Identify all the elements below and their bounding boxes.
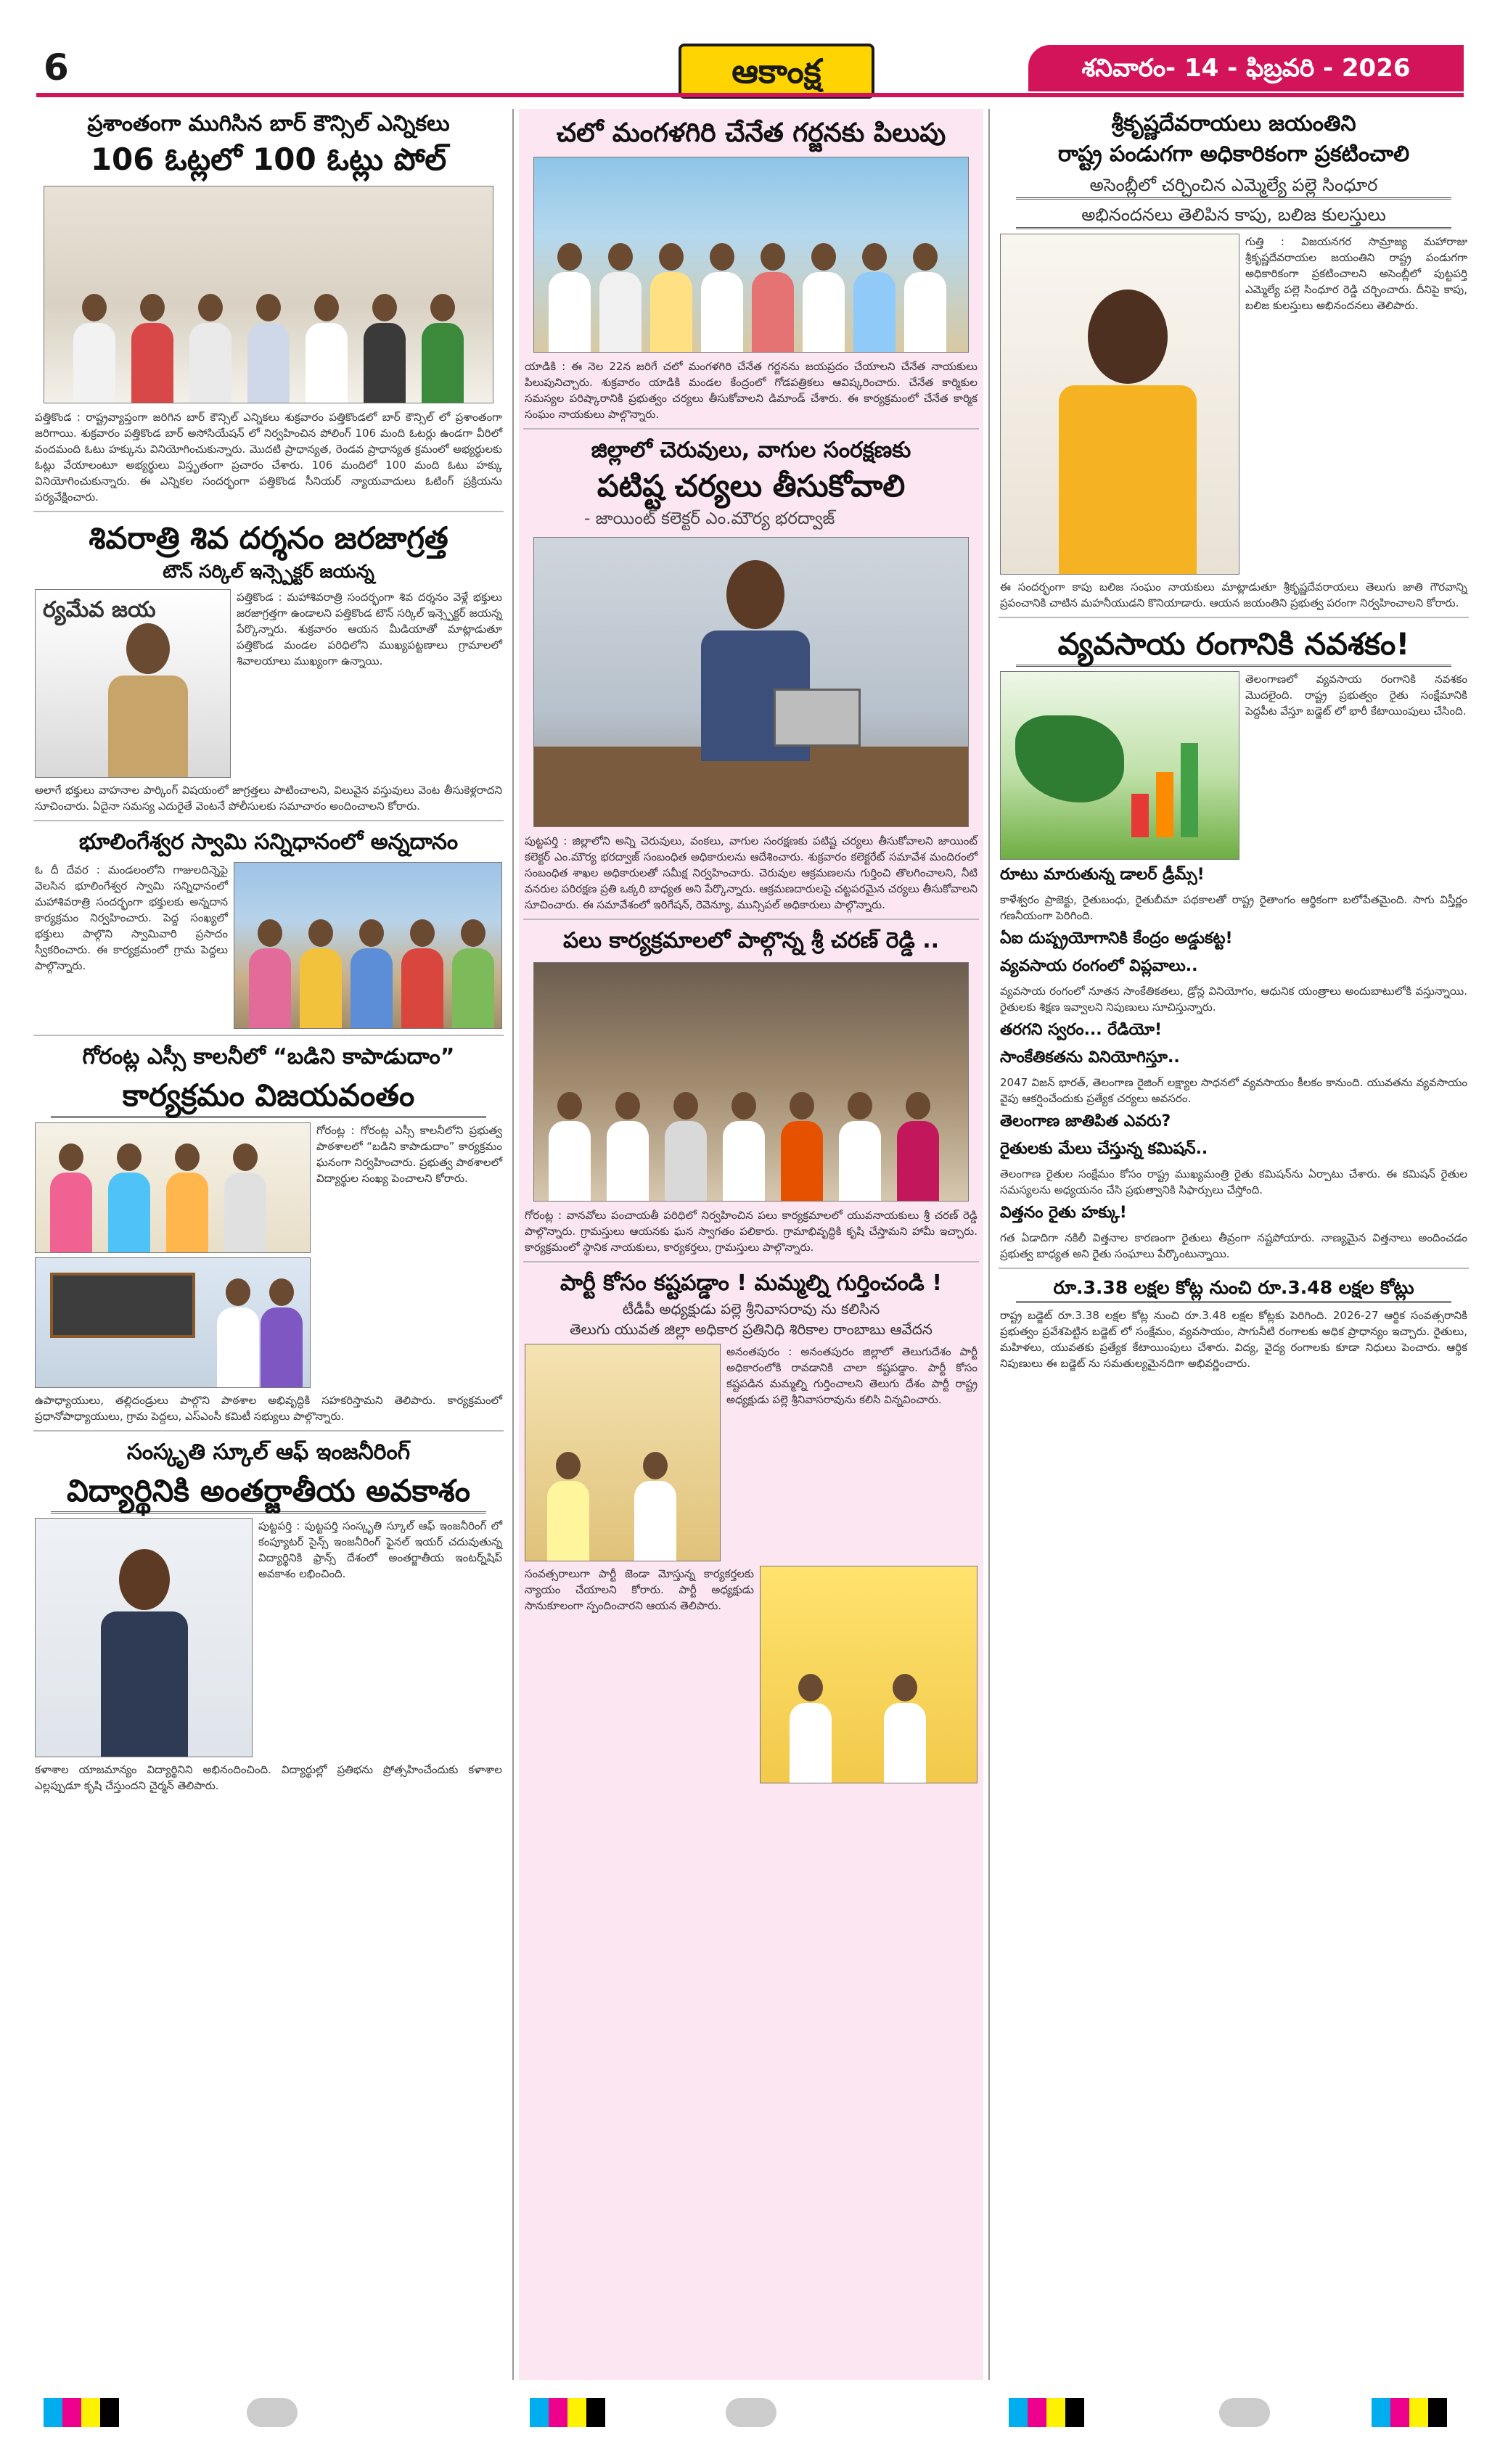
kicker: టీడీపీ అధ్యక్షుడు పల్లె శ్రీనివాసరావు ను కలిసిన [622,1300,880,1318]
photo-meeting [35,1257,311,1388]
headline: ప్రశాంతంగా ముగిసిన బార్ కౌన్సిల్ ఎన్నికలు [87,111,450,136]
article-body: రాష్ట్ర బడ్జెట్ రూ.3.38 లక్షల కోట్ల నుంచి రూ.3.48 లక్షల కోట్లకు పెరిగింది. 2026-27 ఆర్థిక సంవత్సరానికి ప్రభుత్వం ప్రవేశపెట్టిన బడ్జెట్ లో సంక్షేమం, వ్యవసాయం, సాగునీటి రంగాలకు అధిక ప్రాధాన్యం ఇచ్చారు. రైతులు, మహిళలు, యువతకు ప్రత్యేక కేటాయింపులు చేశారు. విద్య, వైద్య రంగాలకు కూడా నిధులు పెంచారు. ఆర్థిక నిపుణులు ఈ బడ్జెట్ ను సమతుల్యమైనదిగా అభివర్ణించారు. [1000,1309,1467,1370]
masthead [36,44,1464,109]
article-bar-council [29,109,508,505]
separator [999,1268,1469,1269]
separator [33,511,504,512]
article-body: కళాశాల యాజమాన్యం విద్యార్థినిని అభినందించింది. విద్యార్థుల్లో ప్రతిభను ప్రోత్సహించేందుకు కళాశాల ఎల్లప్పుడూ కృషి చేస్తుందని చైర్మన్ తెలిపారు. [35,1763,502,1792]
headline: విద్యార్థినికి అంతర్జాతీయ అవకాశం [51,1471,486,1514]
issue-date: శనివారం- 14 - ఫిబ్రవరి - 2026 [1028,45,1464,91]
left-column [29,109,508,2380]
article-body: సంవత్సరాలుగా పార్టీ జెండా మోస్తున్న కార్యకర్తలకు న్యాయం చేయాలని కోరారు. పార్టీ అధ్యక్షుడు సానుకూలంగా స్పందించారని ఆయన తెలిపారు. [525,1567,754,1612]
headline: 106 ఓట్లలో 100 ఓట్లు పోల్ [90,141,447,177]
headline: శివరాత్రి శివ దర్శనం జరజాగ్రత్త [89,520,448,556]
headline: పార్టీ కోసం కష్టపడ్డాం ! మమ్మల్ని గుర్తించండి ! [560,1270,943,1296]
registration-marks [1372,2398,1447,2427]
banner-lettering: ర్యమేవ జయ [43,597,156,623]
headline: చలో మంగళగిరి చేనేత గర్జనకు పిలుపు [556,118,946,148]
article-body: తెలంగాణలో వ్యవసాయ రంగానికి నవశకం మొదలైంది. రాష్ట్ర ప్రభుత్వం రైతు సంక్షేమానికి పెద్దపీట వేస్తూ బడ్జెట్ లో భారీ కేటాయింపులు చేసింది. [1245,673,1467,718]
article-lakes [519,435,983,913]
page-number: 6 [44,46,69,89]
article-body: పుట్టపర్తి : పుట్టపర్తి సంస్కృతి స్కూల్ ఆఫ్ ఇంజనీరింగ్ లో కంప్యూటర్ సైన్స్ ఇంజనీరింగ్ ఫైనల్ ఇయర్ చదువుతున్న విద్యార్థినికి ఫ్రాన్స్ దేశంలో అంతర్జాతీయ ఇంటర్న్‌షిప్ అవకాశం లభించింది. [258,1519,502,1580]
article-body: గోరంట్ల : గోరంట్ల ఎస్సీ కాలనీలోని ప్రభుత్వ పాఠశాలలో “బడిని కాపాడుదాం” కార్యక్రమం ఘనంగా నిర్వహించారు. ప్రభుత్వ పాఠశాలలో విద్యార్థుల సంఖ్య పెంచాలని కోరారు. [316,1124,502,1185]
article-body: అనంతపురం : అనంతపురం జిల్లాలో తెలుగుదేశం పార్టీ అధికారంలోకి రావడానికి చాలా కష్టపడ్డాం. పార్టీ కోసం కష్టపడిన మమ్మల్ని గుర్తించాలని తెలుగు దేశం పార్టీ రాష్ట్ర అధ్యక్షుడు పల్లె శ్రీనివాసరావును కలిసి విన్నవించారు. [726,1345,978,1406]
photo-crowd [234,862,502,1029]
article-body: యాడికి : ఈ నెల 22న జరిగే చలో మంగళగిరి చేనేత గర్జనను జయప్రదం చేయాలని చేనేత నాయకులు పిలుపునిచ్చారు. శుక్రవారం యాడికి మండల కేంద్రంలో గోడపత్రికలు ఆవిష్కరించారు. చేనేత కార్మికుల సమస్యల పరిష్కారానికి ప్రభుత్వం చర్యలు తీసుకోవాలని డిమాండ్ చేశారు. ఈ కార్యక్రమంలో చేనేత కార్మిక సంఘం నాయకులు పాల్గొన్నారు. [525,360,978,421]
headline: పలు కార్యక్రమాలలో పాల్గొన్న శ్రీ చరణ్ రెడ్డి .. [562,928,940,953]
headline: భూలింగేశ్వర స్వామి సన్నిధానంలో అన్నదానం [78,829,459,855]
article-tdp [519,1268,983,1783]
subheading: వ్యవసాయ రంగంలో విప్లవాలు.. [1000,957,1198,975]
photo-handloom [533,157,969,353]
article-body: పుట్టపర్తి : జిల్లాలోని అన్ని చెరువులు, వంకలు, వాగుల సంరక్షణకు పటిష్ట చర్యలు తీసుకోవాలని జాయింట్ కలెక్టర్ ఎం.మౌర్య భరద్వాజ్ సంబంధిత అధికారులను ఆదేశించారు. శుక్రవారం కలెక్టరేట్ సమావేశ మందిరంలో సంబంధిత శాఖల అధికారులతో సమీక్ష నిర్వహించారు. చెరువుల ఆక్రమణలను గుర్తించి తొలగించాలని, నీటి వనరుల పరిరక్షణ ప్రతి ఒక్కరి బాధ్యత అని పేర్కొన్నారు. ఆక్రమణదారులపై చట్టపరమైన చర్యలు తీసుకోవాలని సూచించారు. ఈ సమావేశంలో ఇరిగేషన్, రెవెన్యూ, మున్సిపల్ అధికారులు పాల్గొన్నారు. [525,834,978,911]
right-column [994,109,1473,2380]
column-divider [988,109,990,2380]
article-body: తెలంగాణ రైతుల సంక్షేమం కోసం రాష్ట్ర ముఖ్యమంత్రి రైతు కమిషన్‌ను ఏర్పాటు చేశారు. ఈ కమిషన్ రైతుల సమస్యలను అధ్యయనం చేసి ప్రభుత్వానికి సిఫార్సులు చేస్తోంది. [1000,1167,1467,1196]
registration-oval [247,2398,298,2427]
kicker: గోరంట్ల ఎస్సీ కాలనీలో “బడిని కాపాడుదాం” [82,1044,455,1069]
photo-meeting-right [760,1566,978,1783]
registration-marks [1009,2398,1084,2427]
kicker: తెలుగు యువత జిల్లా అధికార ప్రతినిధి శిరికాల రాంబాబు ఆవేదన [570,1321,933,1338]
subheading: సాంకేతికతను వినియోగిస్తూ.. [1000,1048,1180,1067]
subheadline: టౌన్ సర్కిల్ ఇన్స్పెక్టర్ జయన్న [163,561,374,582]
article-agriculture [994,624,1473,1262]
subheading: తరగని స్వరం... రేడియో! [1000,1021,1163,1039]
photo-agriculture-graphic [1000,671,1239,860]
separator [523,1261,979,1262]
article-charan-reddy [519,926,983,1255]
article-engineering [29,1437,508,1794]
separator [33,820,504,821]
article-body: ఓ దీ దేవర : మండలంలోని గాజులదిన్నెపై వెలసిన భూలింగేశ్వర స్వామి సన్నిధానంలో మహాశివరాత్రి సందర్భంగా భక్తులకు అన్నదాన కార్యక్రమం నిర్వహించారు. పెద్ద సంఖ్యలో భక్తులు పాల్గొని స్వామివారి ప్రసాదం స్వీకరించారు. ఈ కార్యక్రమంలో గ్రామ పెద్దలు పాల్గొన్నారు. [35,863,228,972]
article-body: గుత్తి : విజయనగర సామ్రాజ్య మహారాజు శ్రీకృష్ణదేవరాయల జయంతిని రాష్ట్ర పండుగగా అధికారికంగా ప్రకటించాలని అసెంబ్లీలో పుట్టపర్తి ఎమ్మెల్యే పల్లె సింధూర రెడ్డి చర్చించారు. దీనిపై కాపు, బలిజ కులస్తులు అభినందనలు తెలిపారు. [1245,235,1467,312]
article-handloom [519,116,983,422]
article-body: ఈ సందర్భంగా కాపు బలిజ సంఘం నాయకులు మాట్లాడుతూ శ్రీకృష్ణదేవరాయలు తెలుగు జాతి గౌరవాన్ని ప్రపంచానికి చాటిన మహనీయుడని కొనియాడారు. ఆయన జయంతిని ప్రభుత్వ పరంగా నిర్వహించాలని కోరారు. [1000,580,1467,609]
subheading: రైతులకు మేలు చేస్తున్న కమిషన్.. [1000,1140,1208,1158]
photo-classroom [35,1122,311,1253]
article-body: వ్యవసాయ రంగంలో నూతన సాంకేతికతలు, డ్రోన్ల వినియోగం, ఆధునిక యంత్రాలు అందుబాటులోకి వస్తున్నాయి. రైతులకు శిక్షణ ఇవ్వాలని నిపుణులు సూచిస్తున్నారు. [1000,985,1467,1014]
kicker: జిల్లాలో చెరువులు, వాగుల సంరక్షణకు [591,438,911,463]
subheading: తెలంగాణ జాతిపిత ఎవరు? [1000,1112,1171,1130]
blackboard [50,1273,195,1338]
separator [523,428,979,430]
headline: రాష్ట్ర పండుగగా అధికారికంగా ప్రకటించాలి [1057,141,1410,167]
article-krishnadevaraya [994,109,1473,611]
separator [999,617,1469,618]
article-body: పత్తికొండ : మహాశివరాత్రి సందర్భంగా శివ దర్శనం వెళ్లే భక్తులు జరజాగ్రత్తగా ఉండాలని పత్తికొండ టౌన్ సర్కిల్ ఇన్స్పెక్టర్ జయన్న పేర్కొన్నారు. శుక్రవారం ఆయన మీడియాతో మాట్లాడుతూ పత్తికొండ మండల పరిధిలోని ముఖ్యపట్టణాలు గ్రామాలలో శివాలయాలు ముఖ్యంగా ఉన్నాయి. [237,591,502,668]
photo-polling [44,186,493,403]
article-shivaratri [29,518,508,814]
article-body: ఉపాధ్యాయులు, తల్లిదండ్రులు పాల్గొని పాఠశాల అభివృద్ధికి సహకరిస్తామని తెలిపారు. కార్యక్రమంలో ప్రధానోపాధ్యాయులు, గ్రామ పెద్దలు, ఎస్ఎంసీ కమిటీ సభ్యులు పాల్గొన్నారు. [35,1394,502,1423]
article-body: అలాగే భక్తులు వాహనాల పార్కింగ్ విషయంలో జాగ్రత్తలు పాటించాలని, విలువైన వస్తువులు వెంట తీసుకెళ్లరాదని సూచించారు. ఏదైనా సమస్య ఎదురైతే వెంటనే పోలీసులకు సమాచారం అందించాలని కోరారు. [35,784,502,813]
bar-graphic [1131,794,1149,837]
article-budget [994,1275,1473,1371]
bar-graphic [1156,772,1173,837]
photo-inspector [35,589,231,778]
article-body: కాళేశ్వరం ప్రాజెక్టు, రైతుబంధు, రైతుబీమా పథకాలతో రాష్ట్ర రైతాంగం ఆర్థికంగా బలోపేతమైంది. సాగు విస్తీర్ణం గణనీయంగా పెరిగింది. [1000,893,1467,922]
headline: రూ.3.38 లక్షల కోట్ల నుంచి రూ.3.48 లక్షల కోట్లు [1016,1275,1451,1303]
photo-collector [533,537,969,827]
logo-text: ఆకాంక్ష [731,52,821,91]
article-body: 2047 విజన్ భారత్, తెలంగాణ రైజింగ్ లక్ష్యాల సాధనలో వ్యవసాయం కీలకం కానుంది. యువతను వ్యవసాయం వైపు ఆకర్షించేందుకు ప్రత్యేక చర్యలు అవసరం. [1000,1076,1467,1105]
article-body: గోరంట్ల : వానవోలు పంచాయతీ పరిధిలో నిర్వహించిన పలు కార్యక్రమాలలో యువనాయకులు శ్రీ చరణ్ రెడ్డి పాల్గొన్నారు. గ్రామస్తులు ఆయనకు ఘన స్వాగతం పలికారు. గ్రామాభివృద్ధికి కృషి చేస్తామని హామీ ఇచ్చారు. కార్యక్రమంలో స్థానిక నాయకులు, కార్యకర్తలు, గ్రామస్తులు పాల్గొన్నారు. [525,1209,978,1254]
subheading: రూటు మారుతున్న డాలర్ డ్రీమ్స్! [1000,866,1205,884]
newspaper-logo [679,44,874,99]
headline: వ్యవసాయ రంగానికి నవశకం! [1016,624,1451,667]
headline: శ్రీకృష్ణదేవరాయలు జయంతిని [1111,111,1356,136]
photo-leader [1000,234,1239,575]
headline: కార్యక్రమం విజయవంతం [51,1075,486,1118]
column-divider [512,109,514,2380]
registration-marks [44,2398,119,2427]
photo-student [35,1518,253,1757]
bar-graphic [1181,743,1198,837]
registration-oval [1219,2398,1270,2427]
separator [523,919,979,920]
masthead-rule [36,93,1464,97]
headline: పటిష్ట చర్యలు తీసుకోవాలి [597,468,906,504]
article-body: పత్తికొండ : రాష్ట్రవ్యాప్తంగా జరిగిన బార్ కౌన్సిల్ ఎన్నికలు శుక్రవారం పత్తికొండలో బార్ కౌన్సిల్ లో ప్రశాంతంగా జరిగాయి. శుక్రవారం పత్తికొండ బార్ అసోసియేషన్ లో నిర్వహించిన పోలింగ్ 106 మంది ఓటర్లు ఉండగా వీరిలో వందమంది ఓటు హక్కును వినియోగించుకున్నారు. మొదటి ప్రాధాన్యత, రెండవ ప్రాధాన్యత క్రమంలో అభ్యర్థులకు ఓట్లు వేయాలంటూ అభ్యర్థులు విస్తృతంగా ప్రచారం చేశారు. 106 మందిలో 100 మంది ఓటు హక్కు వినియోగించుకున్నారు. ఈ ఎన్నికల సందర్భంగా పత్తికొండ సీనియర్ న్యాయవాదులు ఓటింగ్ ప్రక్రియను పర్యవేక్షించారు. [35,411,502,504]
separator [33,1430,504,1432]
article-annadanam [29,827,508,1029]
registration-oval [726,2398,776,2427]
photo-meeting-left [525,1344,721,1561]
kicker: అభినందనలు తెలిపిన కాపు, బలిజ కులస్తులు [1016,202,1451,229]
byline: - జాయింట్ కలెక్టర్ ఎం.మౌర్య భరద్వాజ్ [584,509,835,528]
registration-marks [530,2398,605,2427]
photo-event [533,962,969,1202]
subheading: విత్తనం రైతు హక్కు! [1000,1204,1127,1222]
subheading: ఏఐ దుష్ప్రయోగానికి కేంద్రం అడ్డుకట్ట! [1000,929,1233,948]
article-school [29,1042,508,1424]
kicker: సంస్కృతి స్కూల్ ఆఫ్ ఇంజనీరింగ్ [126,1440,411,1465]
separator [33,1035,504,1036]
photo-stack [35,1122,311,1388]
laptop [774,689,861,747]
middle-column [519,109,983,2380]
article-body: గత ఏడాదిగా నకిలీ విత్తనాల కారణంగా రైతులు తీవ్రంగా నష్టపోయారు. నాణ్యమైన విత్తనాలు అందించడం ప్రభుత్వ బాధ్యత అని రైతు సంఘాలు పేర్కొంటున్నాయి. [1000,1231,1467,1260]
kicker: అసెంబ్లీలో చర్చించిన ఎమ్మెల్యే పల్లె సింధూర [1016,173,1451,200]
